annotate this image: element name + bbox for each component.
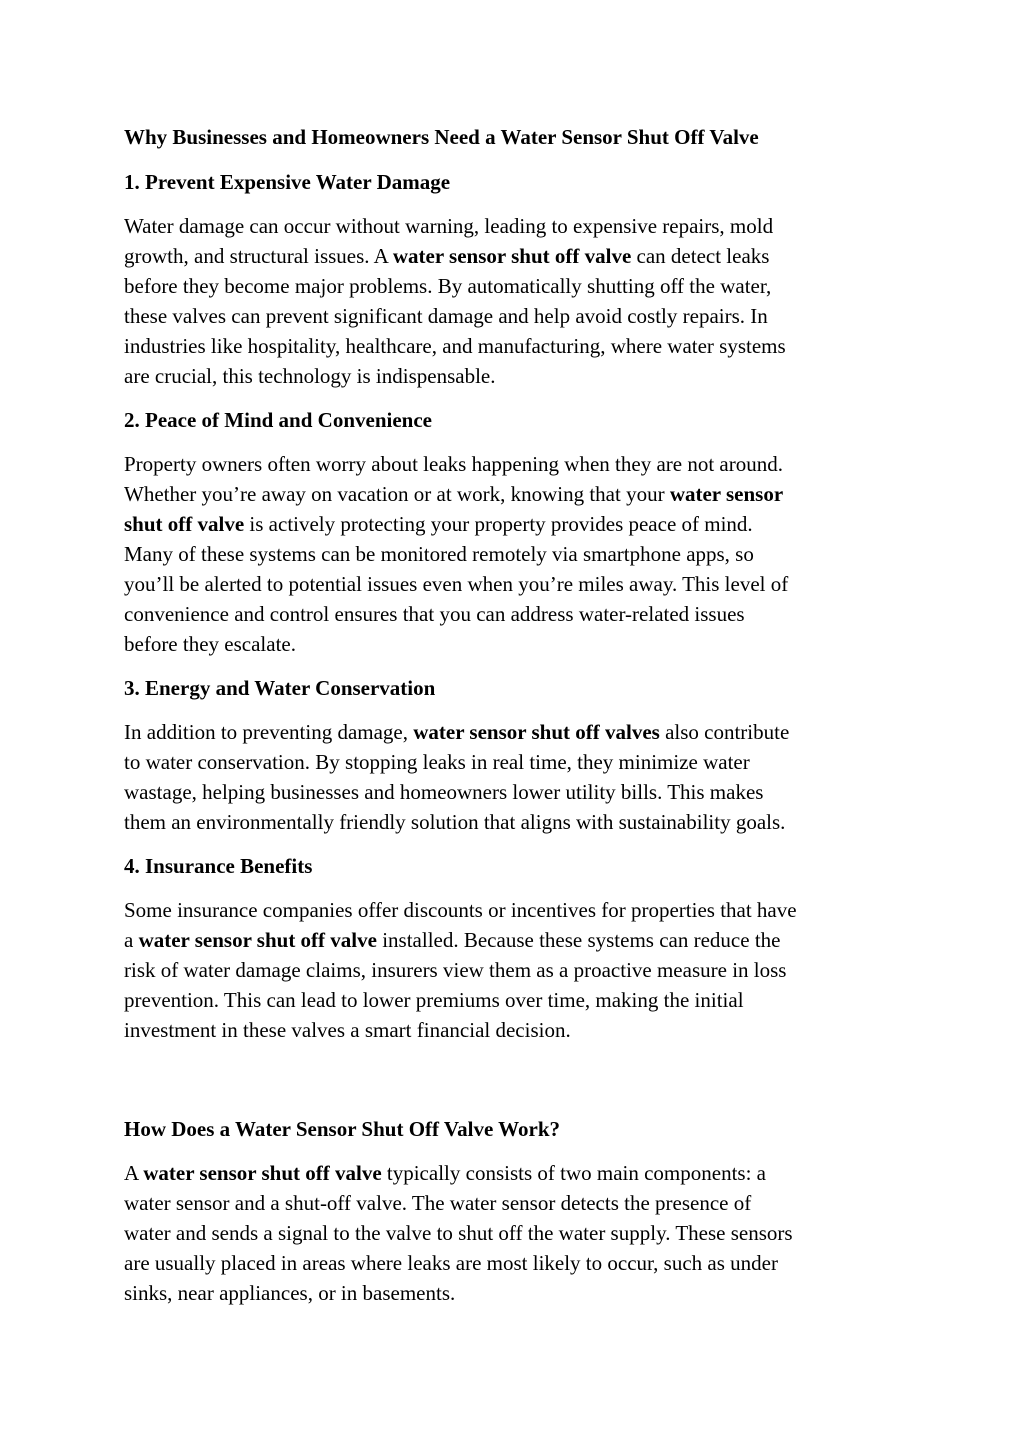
text-run: water sensor and a shut-off valve. The water sensor detects the presence of bbox=[124, 1191, 752, 1215]
text-run: to water conservation. By stopping leaks in real time, they minimize water bbox=[124, 750, 750, 774]
bold-keyword: water sensor shut off valve bbox=[392, 244, 632, 268]
paragraph-line bbox=[124, 479, 900, 509]
paragraph-line bbox=[124, 1188, 900, 1218]
paragraph-line bbox=[124, 807, 900, 837]
text-run: industries like hospitality, healthcare, and manufacturing, where water systems bbox=[124, 334, 786, 358]
section-heading-conservation: 3. Energy and Water Conservation bbox=[124, 676, 436, 700]
paragraph-insurance bbox=[124, 895, 900, 1045]
text-run: prevention. This can lead to lower premiums over time, making the initial bbox=[124, 988, 744, 1012]
paragraph-conservation bbox=[124, 717, 900, 837]
paragraph-line bbox=[124, 777, 900, 807]
paragraph-line bbox=[124, 569, 900, 599]
paragraph-line bbox=[124, 717, 900, 747]
text-run: sinks, near appliances, or in basements. bbox=[124, 1281, 456, 1305]
text-run: are usually placed in areas where leaks are most likely to occur, such as under bbox=[124, 1251, 778, 1275]
text-run: convenience and control ensures that you can address water-related issues bbox=[124, 602, 745, 626]
text-run: growth, and structural issues. A bbox=[124, 244, 393, 268]
paragraph-line bbox=[124, 509, 900, 539]
paragraph-line bbox=[124, 955, 900, 985]
text-run: Whether you’re away on vacation or at work, knowing that your bbox=[124, 482, 670, 506]
section-heading-peace-of-mind: 2. Peace of Mind and Convenience bbox=[124, 408, 432, 432]
text-run: also contribute bbox=[659, 720, 790, 744]
paragraph-line bbox=[124, 241, 900, 271]
paragraph-line bbox=[124, 361, 900, 391]
bold-keyword: water sensor shut off valve bbox=[143, 1161, 382, 1185]
bold-keyword: water sensor shut off valve bbox=[138, 928, 377, 952]
paragraph-line bbox=[124, 331, 900, 361]
text-run: Some insurance companies offer discounts or incentives for properties that have bbox=[124, 898, 797, 922]
text-run: before they become major problems. By automatically shutting off the water, bbox=[124, 274, 772, 298]
paragraph-line bbox=[124, 629, 900, 659]
text-run: water and sends a signal to the valve to shut off the water supply. These sensors bbox=[124, 1221, 793, 1245]
text-run: before they escalate. bbox=[124, 632, 296, 656]
bold-keyword: shut off valve bbox=[124, 512, 245, 536]
text-run: In addition to preventing damage, bbox=[124, 720, 414, 744]
text-run: wastage, helping businesses and homeowners lower utility bills. This makes bbox=[124, 780, 764, 804]
text-run: Water damage can occur without warning, leading to expensive repairs, mold bbox=[124, 214, 774, 238]
section-spacer bbox=[124, 1059, 900, 1114]
text-run: is actively protecting your property provides peace of mind. bbox=[244, 512, 753, 536]
paragraph-line bbox=[124, 539, 900, 569]
paragraph-line bbox=[124, 747, 900, 777]
paragraph-line bbox=[124, 1218, 900, 1248]
paragraph-line bbox=[124, 895, 900, 925]
document-title: Why Businesses and Homeowners Need a Water Sensor Shut Off Valve bbox=[124, 125, 759, 149]
text-run: Many of these systems can be monitored remotely via smartphone apps, so bbox=[124, 542, 754, 566]
paragraph-line bbox=[124, 1278, 900, 1308]
section-heading-prevent-damage: 1. Prevent Expensive Water Damage bbox=[124, 170, 451, 194]
paragraph-line bbox=[124, 599, 900, 629]
text-run: are crucial, this technology is indispensable. bbox=[124, 364, 496, 388]
paragraph-line bbox=[124, 211, 900, 241]
paragraph-line bbox=[124, 301, 900, 331]
paragraph-how-it-works bbox=[124, 1158, 900, 1308]
text-run: these valves can prevent significant damage and help avoid costly repairs. In bbox=[124, 304, 768, 328]
text-run: you’ll be alerted to potential issues even when you’re miles away. This level of bbox=[124, 572, 789, 596]
text-run: investment in these valves a smart financial decision. bbox=[124, 1018, 571, 1042]
text-run: A bbox=[124, 1161, 144, 1185]
paragraph-prevent-damage bbox=[124, 211, 900, 391]
paragraph-peace-of-mind bbox=[124, 449, 900, 659]
bold-keyword: water sensor shut off valves bbox=[413, 720, 660, 744]
paragraph-line bbox=[124, 271, 900, 301]
text-run: them an environmentally friendly solution that aligns with sustainability goals. bbox=[124, 810, 786, 834]
paragraph-line bbox=[124, 925, 900, 955]
text-run: Property owners often worry about leaks happening when they are not around. bbox=[124, 452, 783, 476]
paragraph-line bbox=[124, 985, 900, 1015]
section-heading-insurance: 4. Insurance Benefits bbox=[124, 854, 313, 878]
text-run: can detect leaks bbox=[631, 244, 770, 268]
paragraph-line bbox=[124, 1248, 900, 1278]
paragraph-line bbox=[124, 1015, 900, 1045]
document-body bbox=[124, 122, 900, 1322]
paragraph-line bbox=[124, 449, 900, 479]
section-heading-how-it-works: How Does a Water Sensor Shut Off Valve Work? bbox=[124, 1117, 560, 1141]
text-run: a bbox=[124, 928, 139, 952]
text-run: risk of water damage claims, insurers view them as a proactive measure in loss bbox=[124, 958, 787, 982]
bold-keyword: water sensor bbox=[669, 482, 784, 506]
text-run: typically consists of two main components: a bbox=[381, 1161, 766, 1185]
paragraph-line bbox=[124, 1158, 900, 1188]
text-run: installed. Because these systems can reduce the bbox=[376, 928, 781, 952]
